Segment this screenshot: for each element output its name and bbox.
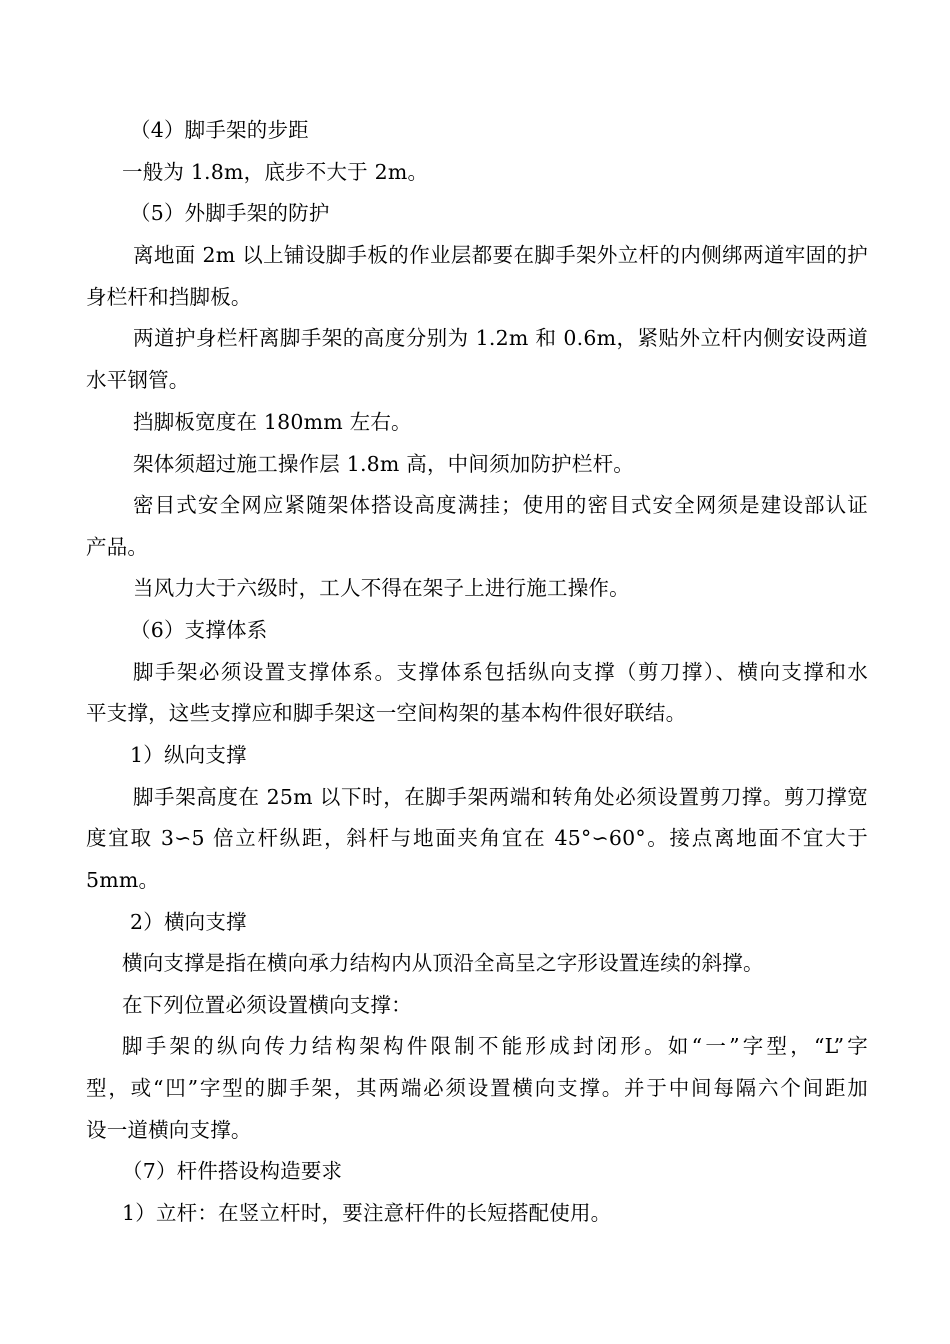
paragraph-line: 设一道横向支撑。 [86, 1118, 252, 1142]
paragraph-line: 架体须超过施工操作层 1.8m 高，中间须加防护栏杆。 [133, 452, 634, 476]
subsection-heading: 1）纵向支撑 [130, 743, 247, 767]
paragraph-line: 当风力大于六级时，工人不得在架子上进行施工操作。 [133, 576, 630, 600]
paragraph-line: 水平钢管。 [86, 368, 190, 392]
subsection-heading: 2）横向支撑 [130, 910, 247, 934]
paragraph-line: 型，或“凹”字型的脚手架，其两端必须设置横向支撑。并于中间每隔六个间距加 [86, 1076, 868, 1100]
paragraph-line: 平支撑，这些支撑应和脚手架这一空间构架的基本构件很好联结。 [86, 701, 687, 725]
paragraph-line: 5mm。 [86, 868, 160, 892]
paragraph-line: 一般为 1.8m，底步不大于 2m。 [122, 160, 429, 184]
paragraph-line: 度宜取 3∽5 倍立杆纵距，斜杆与地面夹角宜在 45°∽60°。接点离地面不宜大于 [86, 826, 868, 850]
section-heading: （7）杆件搭设构造要求 [122, 1159, 343, 1183]
paragraph-line: 挡脚板宽度在 180mm 左右。 [133, 410, 412, 434]
paragraph-line: 脚手架的纵向传力结构架构件限制不能形成封闭形。如“一”字型，“L”字 [122, 1034, 868, 1058]
section-heading: （5）外脚手架的防护 [130, 201, 330, 225]
paragraph-line: 产品。 [86, 535, 149, 559]
paragraph-line: 横向支撑是指在横向承力结构内从顶沿全高呈之字形设置连续的斜撑。 [122, 951, 764, 975]
section-heading: （6）支撑体系 [130, 618, 268, 642]
paragraph-line: 脚手架高度在 25m 以下时，在脚手架两端和转角处必须设置剪刀撑。剪刀撑宽 [133, 785, 868, 809]
paragraph-line: 在下列位置必须设置横向支撑： [122, 993, 412, 1017]
paragraph-line: 脚手架必须设置支撑体系。支撑体系包括纵向支撑（剪刀撑）、横向支撑和水 [133, 660, 868, 684]
paragraph-line: 1）立杆：在竖立杆时，要注意杆件的长短搭配使用。 [122, 1201, 612, 1225]
section-heading: （4）脚手架的步距 [130, 118, 309, 142]
paragraph-line: 两道护身栏杆离脚手架的高度分别为 1.2m 和 0.6m，紧贴外立杆内侧安设两道 [133, 326, 868, 350]
paragraph-line: 身栏杆和挡脚板。 [86, 285, 252, 309]
paragraph-line: 离地面 2m 以上铺设脚手板的作业层都要在脚手架外立杆的内侧绑两道牢固的护 [133, 243, 868, 267]
paragraph-line: 密目式安全网应紧随架体搭设高度满挂；使用的密目式安全网须是建设部认证 [133, 493, 868, 517]
